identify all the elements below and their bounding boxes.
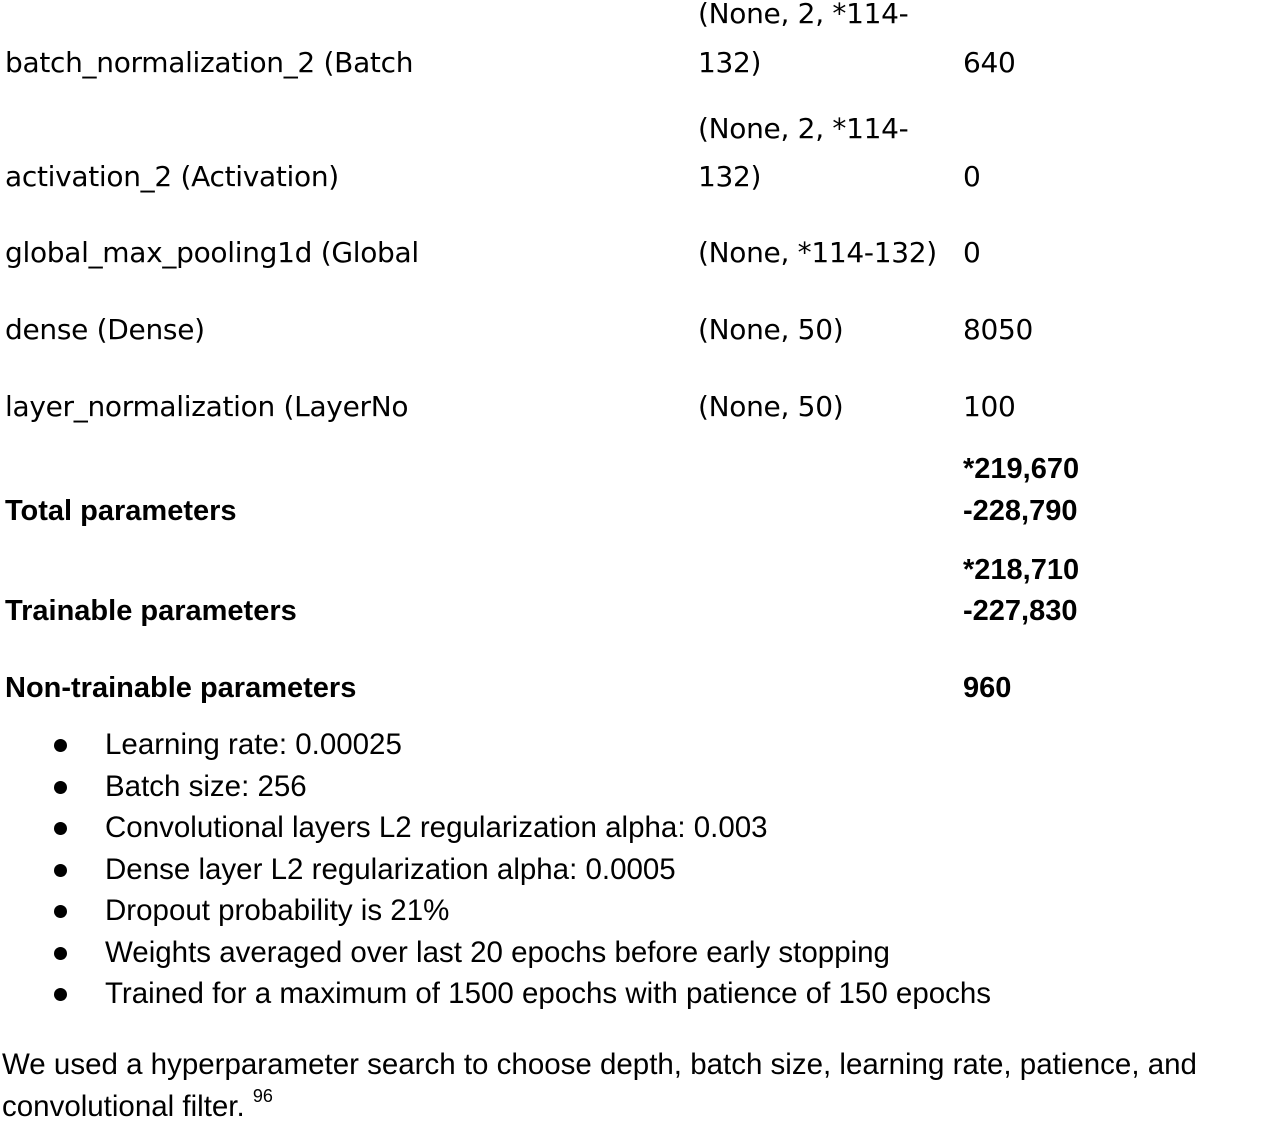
param-total: 960 [963, 672, 1012, 704]
param-total: *219,670 [963, 453, 1080, 485]
paragraph-line: We used a hyperparameter search to choose depth, batch size, learning rate, patience, and [2, 1048, 1197, 1081]
paragraph-text: convolutional filter. [2, 1090, 245, 1123]
list-item-text: Trained for a maximum of 1500 epochs with patience of 150 epochs [105, 977, 992, 1010]
output-shape: 132) [698, 160, 762, 193]
bullet-icon [54, 781, 67, 794]
layer-name: global_max_pooling1d (Global [5, 236, 419, 269]
list-item-text: Batch size: 256 [105, 769, 307, 803]
list-item [0, 932, 991, 974]
list-item-text: Learning rate: 0.00025 [105, 728, 402, 761]
param-total: -228,790 [963, 495, 1078, 527]
layer-name: layer_normalization (LayerNo [5, 390, 409, 423]
list-item [0, 766, 991, 808]
bullet-icon [54, 864, 67, 877]
param-count: 100 [963, 390, 1016, 423]
list-item-text: Weights averaged over last 20 epochs before early stopping [105, 935, 890, 969]
list-item-text: Dropout probability is 21% [105, 894, 450, 927]
bullet-icon [54, 739, 67, 752]
layer-name: dense (Dense) [5, 313, 205, 346]
output-shape: 132) [698, 46, 762, 79]
param-total: -227,830 [963, 595, 1078, 627]
param-count: 640 [963, 46, 1016, 79]
param-count: 8050 [963, 313, 1034, 346]
summary-label: Trainable parameters [5, 595, 297, 627]
citation-marker[interactable]: 96 [252, 1086, 273, 1106]
output-shape: (None, 2, *114- [698, 0, 909, 30]
list-item [0, 890, 991, 932]
bullet-icon [54, 988, 67, 1001]
list-item [0, 973, 991, 1015]
layer-name: batch_normalization_2 (Batch [5, 46, 414, 79]
output-shape: (None, 2, *114- [698, 112, 909, 145]
output-shape: (None, *114-132) [698, 236, 937, 269]
param-count: 0 [963, 160, 981, 193]
list-item-text: Dense layer L2 regularization alpha: 0.0005 [105, 852, 676, 886]
summary-label: Non-trainable parameters [5, 672, 357, 704]
output-shape: (None, 50) [698, 390, 844, 423]
param-total: *218,710 [963, 554, 1080, 586]
layer-name: activation_2 (Activation) [5, 160, 339, 193]
list-item [0, 849, 991, 891]
list-item-text: Convolutional layers L2 regularization alpha: 0.003 [105, 811, 768, 844]
param-count: 0 [963, 236, 981, 269]
bullet-icon [54, 822, 67, 835]
hyperparameter-list [0, 724, 991, 1015]
summary-label: Total parameters [5, 495, 237, 527]
body-paragraph [2, 1044, 1280, 1128]
bullet-icon [54, 947, 67, 960]
paragraph-line [2, 1086, 1280, 1128]
list-item [0, 807, 991, 849]
output-shape: (None, 50) [698, 313, 844, 346]
list-item [0, 724, 991, 766]
bullet-icon [54, 905, 67, 918]
